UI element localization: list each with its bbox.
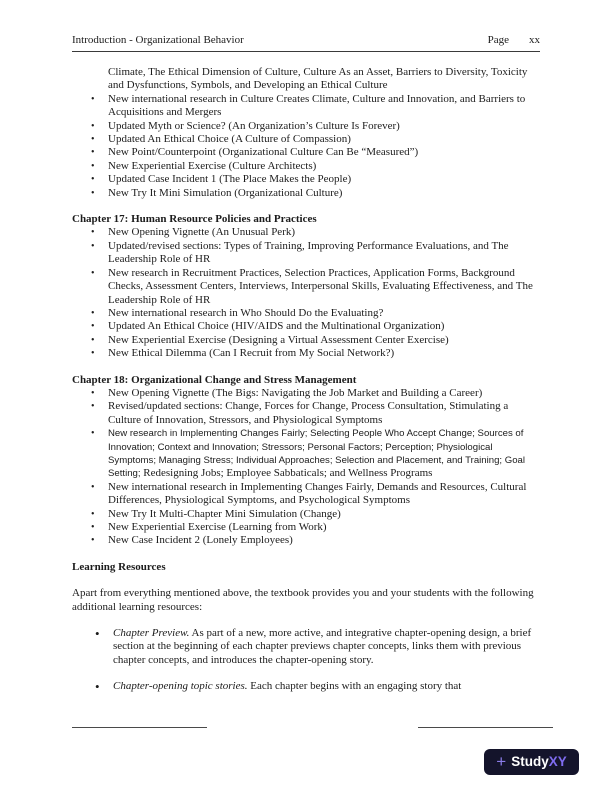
learning-resources-heading: Learning Resources <box>72 560 166 573</box>
bullet-icon <box>72 334 108 347</box>
list-item: • Updated Myth or Science? (An Organization’s Culture Is Forever) <box>72 120 540 133</box>
bullet-icon <box>72 680 113 695</box>
footnote-separator-right <box>418 727 553 728</box>
bullet-icon <box>72 133 108 146</box>
serif-segment: Redesigning Jobs; Employee Sabbaticals; and Wellness Programs <box>143 467 433 480</box>
list-item: • New international research in Culture Creates Climate, Culture and Innovation, and Barriers to Acquisitions and Mergers <box>72 93 540 120</box>
bullet-icon <box>72 267 108 307</box>
list-item: • Updated Case Incident 1 (The Place Makes the People) <box>72 173 540 186</box>
list-item: • New Experiential Exercise (Culture Architects) <box>72 160 540 173</box>
brand-name-primary: Study <box>511 754 549 770</box>
list-item: • New Try It Multi-Chapter Mini Simulation (Change) <box>72 508 540 521</box>
chapter-17-heading: Chapter 17: Human Resource Policies and Practices <box>72 213 317 226</box>
list-item: • Updated An Ethical Choice (HIV/AIDS and the Multinational Organization) <box>72 320 540 333</box>
learning-resources-intro: Apart from everything mentioned above, the textbook provides you and your students with the following additional learning resources: <box>72 587 534 613</box>
resource-item-lead: Chapter Preview. <box>113 627 190 640</box>
bullet-icon <box>72 173 108 186</box>
bullet-icon <box>72 508 108 521</box>
resource-item-lead: Chapter-opening topic stories. <box>113 680 248 693</box>
bullet-icon <box>72 400 108 427</box>
list-item: • New Point/Counterpoint (Organizational Culture Can Be “Measured”) <box>72 146 540 159</box>
resource-item-body: Each chapter begins with an engaging story that <box>250 680 462 693</box>
bullet-icon <box>72 521 108 534</box>
bullet-icon <box>72 187 108 200</box>
list-item: • New Try It Mini Simulation (Organizational Culture) <box>72 187 540 200</box>
bullet-icon <box>72 627 113 667</box>
bullet-icon <box>72 534 108 547</box>
list-item: • New Experiential Exercise (Designing a Virtual Assessment Center Exercise) <box>72 334 540 347</box>
list-item <box>72 680 540 695</box>
bullet-icon <box>72 427 108 481</box>
list-item: • New international research in Who Should Do the Evaluating? <box>72 307 540 320</box>
header-page-label: Page <box>487 34 509 46</box>
bullet-icon <box>72 120 108 133</box>
continuation-paragraph: Climate, The Ethical Dimension of Culture, Culture As an Asset, Barriers to Diversity, Toxicity and Dysfunctions, Symbols, and Developing an Ethical Culture <box>108 66 528 92</box>
list-item: • New international research in Implementing Changes Fairly, Demands and Resources, Cultural Differences, Physiological Symptoms, and Psychological Symptoms <box>72 481 540 508</box>
bullet-icon <box>72 387 108 400</box>
brand-name-accent: XY <box>548 754 567 770</box>
bullet-icon <box>72 160 108 173</box>
bullet-icon <box>72 307 108 320</box>
list-item: • New Ethical Dilemma (Can I Recruit from My Social Network?) <box>72 347 540 360</box>
header-page-number: xx <box>529 34 540 46</box>
bullet-icon <box>72 226 108 239</box>
footnote-separator-left <box>72 727 207 728</box>
list-item: • New Opening Vignette (An Unusual Perk) <box>72 226 540 239</box>
page-header <box>72 34 540 52</box>
resource-item-text <box>113 680 540 695</box>
list-item: • New Case Incident 2 (Lonely Employees) <box>72 534 540 547</box>
bullet-icon <box>72 347 108 360</box>
list-item: • Updated An Ethical Choice (A Culture of Compassion) <box>72 133 540 146</box>
plus-icon: + <box>496 751 507 771</box>
chapter-18-heading: Chapter 18: Organizational Change and Stress Management <box>72 373 357 386</box>
bullet-icon <box>72 320 108 333</box>
bullet-icon <box>72 146 108 159</box>
page-body <box>72 66 540 696</box>
resource-item-text <box>113 627 540 667</box>
list-item: • New Experiential Exercise (Learning from Work) <box>72 521 540 534</box>
bullet-icon <box>72 240 108 267</box>
list-item: • Revised/updated sections: Change, Forces for Change, Process Consultation, Stimulating a Culture of Innovation, Stressors, and Physiological Symptoms <box>72 400 540 427</box>
header-title: Introduction - Organizational Behavior <box>72 34 244 46</box>
sans-segment: New research in Implementing Changes Fairly; Selecting People Who Accept Change; Sources of Innovation; Context and Innovation; Stressors; Personal Factors; Perception; Physiological Symptoms; Managing Stress; Individual Approaches; Selection and Placement, and Training; Goal Setting; <box>108 428 526 480</box>
list-item-mixed-font <box>72 427 540 481</box>
resource-item-body: As part of a new, more active, and integrative chapter-opening design, a brief section at the beginning of each chapter previews chapter concepts, links them with previous chapter concepts, and introduces the chapter-opening story. <box>113 627 532 666</box>
bullet-icon <box>72 93 108 120</box>
mixed-font-text <box>108 427 540 481</box>
list-item: • Updated/revised sections: Types of Training, Improving Performance Evaluations, and The Leadership Role of HR <box>72 240 540 267</box>
bullet-icon <box>72 481 108 508</box>
list-item: • New research in Recruitment Practices, Selection Practices, Application Forms, Background Checks, Assessment Centers, Interviews, Interpersonal Skills, Evaluating Effectiveness, and The Leadership Role of HR <box>72 267 540 307</box>
list-item: • New Opening Vignette (The Bigs: Navigating the Job Market and Building a Career) <box>72 387 540 400</box>
list-item <box>72 627 540 667</box>
studyxy-logo[interactable] <box>484 749 579 775</box>
header-page <box>488 34 540 47</box>
